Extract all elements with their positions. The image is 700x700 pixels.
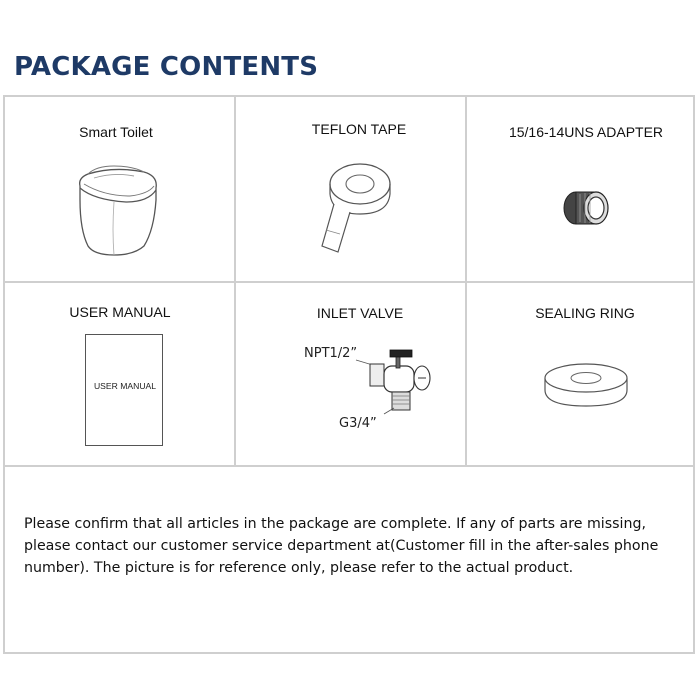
item-label-inlet-valve: INLET VALVE	[316, 305, 404, 321]
smart-toilet-icon	[74, 160, 164, 260]
item-label-smart-toilet: Smart Toilet	[79, 124, 153, 140]
note-text: Please confirm that all articles in the package are complete. If any of parts are missing, please contact our customer service department at(Customer fill in the after-sales phone number). The picture is for reference only, please refer to the actual product.	[24, 516, 659, 576]
item-label-sealing-ring: SEALING RING	[535, 305, 635, 321]
sealing-ring-icon	[541, 360, 631, 410]
grid-divider	[3, 281, 695, 283]
item-label-adapter: 15/16-14UNS ADAPTER	[508, 124, 664, 140]
item-label-teflon-tape: TEFLON TAPE	[311, 121, 407, 137]
valve-label-npt: NPT1/2”	[304, 346, 358, 361]
item-label-user-manual: USER MANUAL	[69, 304, 171, 320]
manual-cover-text: USER MANUAL	[93, 381, 157, 391]
teflon-tape-icon	[320, 160, 400, 255]
user-manual-icon	[85, 334, 163, 446]
valve-label-g34: G3/4”	[339, 416, 377, 431]
adapter-icon	[560, 184, 612, 232]
page-title: PACKAGE CONTENTS	[14, 52, 319, 82]
